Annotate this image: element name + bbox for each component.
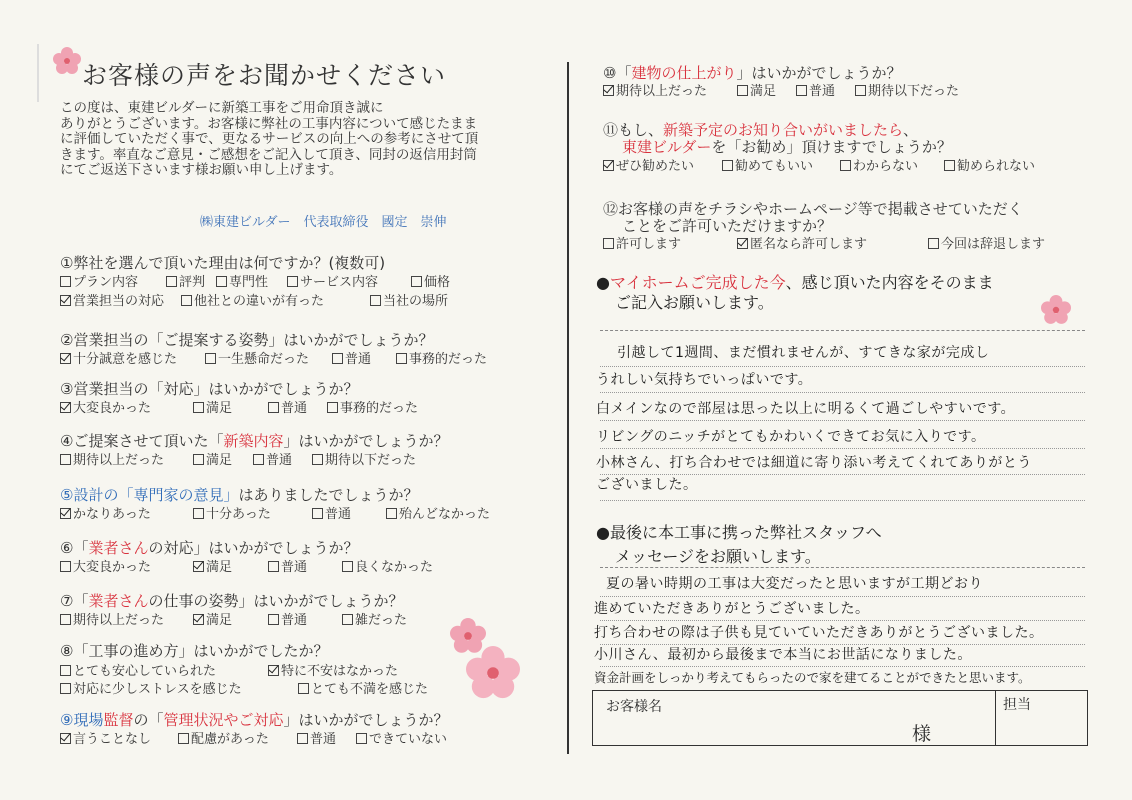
flower-icon [53, 47, 81, 75]
option-checkbox[interactable] [386, 503, 490, 522]
option-label: わからない [853, 159, 919, 174]
option-checkbox[interactable] [193, 503, 271, 522]
option-label: 期待以上だった [73, 613, 165, 628]
option-checkbox[interactable] [193, 556, 232, 575]
flower-icon [1041, 295, 1071, 325]
option-label: 配慮があった [191, 732, 269, 747]
option-checkbox[interactable] [840, 155, 918, 174]
question-text: ⑧「工事の進め方」はいかがでしたか？ [60, 642, 329, 660]
option-label: 専門性 [229, 275, 269, 290]
question-text: ⑥「 [60, 539, 89, 557]
handwritten-line: 小林さん、打ち合わせでは細道に寄り添い考えてくれてありがとう [596, 455, 1032, 471]
customer-name-suffix: 様 [912, 723, 932, 745]
option-label: 今回は辞退します [941, 237, 1046, 252]
handwritten-line: 資金計画をしっかり考えてもらったので家を建てることができたと思います。 [594, 670, 1031, 685]
question-2 [60, 329, 433, 350]
option-label: 満足 [206, 613, 233, 628]
option-checkbox[interactable] [737, 80, 776, 99]
question-text: 」はいかがでしょうか？ [736, 64, 902, 82]
option-checkbox[interactable] [342, 556, 433, 575]
handwritten-line: 夏の暑い時期の工事は大変だったと思いますが工期どおり [606, 576, 983, 592]
option-checkbox[interactable] [268, 556, 307, 575]
writing-line [600, 420, 1085, 421]
option-checkbox[interactable] [603, 155, 694, 174]
writing-line [600, 666, 1085, 667]
question-12: ⑫お客様の声をチラシやホームページ等で掲載させていただく [603, 200, 1023, 218]
option-checkbox[interactable] [268, 609, 307, 628]
question-6 [60, 537, 358, 558]
staff-label: 担当 [1003, 697, 1031, 713]
section-highlight: マイホームご完成した今 [609, 273, 786, 292]
question-4 [60, 430, 448, 451]
writing-line [600, 596, 1085, 597]
option-label: 普通 [345, 352, 372, 367]
option-label: できていない [369, 732, 448, 747]
option-label: 良くなかった [355, 560, 434, 575]
handwritten-line: リビングのニッチがとてもかわいくできてお気に入りです。 [596, 429, 986, 445]
option-label: 特に不安はなかった [281, 664, 399, 679]
question-text: ④ご提案させて頂いた「 [60, 432, 224, 450]
option-label: 事務的だった [340, 401, 419, 416]
option-label: 十分誠意を感じた [73, 352, 178, 367]
question-1: ①弊社を選んで頂いた理由は何ですか？(複数可) [60, 254, 386, 272]
option-checkbox[interactable] [297, 728, 336, 747]
option-checkbox[interactable] [396, 348, 487, 367]
question-highlight: 東建ビルダー [622, 138, 712, 156]
option-label: とても不満を感じた [311, 682, 429, 697]
option-checkbox[interactable] [60, 556, 151, 575]
option-checkbox[interactable] [60, 678, 242, 697]
question-highlight: 監督 [103, 711, 134, 729]
intro-line: この度は、東建ビルダーに新築工事をご用命頂き誠に [60, 100, 384, 116]
question-text: ⑩「 [603, 64, 632, 82]
handwritten-line: ございました。 [596, 477, 698, 493]
option-label: かなりあった [73, 507, 151, 522]
option-label: 言うことなし [73, 732, 152, 747]
question-text: の対応」はいかがでしょうか？ [148, 539, 359, 557]
writing-line [600, 448, 1085, 449]
option-checkbox[interactable] [60, 397, 151, 416]
intro-text [60, 101, 478, 179]
section-bullet: ● [596, 273, 610, 292]
option-label: 許可します [616, 237, 682, 252]
question-text: 、 [903, 121, 919, 139]
option-label: 評判 [179, 275, 206, 290]
option-label: 大変良かった [73, 560, 152, 575]
question-highlight: ⑤設計の「専門家の意見」 [60, 486, 239, 504]
question-text: ②営業担当の「ご提案する姿勢」はいかがでしょうか？ [60, 331, 434, 349]
option-label: プラン内容 [73, 275, 139, 290]
flower-icon [466, 646, 520, 700]
question-text: ③営業担当の「対応」はいかがでしょうか？ [60, 380, 359, 398]
signature: ㈱東建ビルダー 代表取締役 國定 崇伸 [200, 215, 447, 230]
option-checkbox[interactable] [327, 397, 418, 416]
title-accent-bar [37, 44, 39, 102]
question-highlight: 管理状況やご対応 [163, 711, 284, 729]
option-label: 満足 [206, 560, 233, 575]
option-checkbox[interactable] [411, 271, 450, 290]
option-checkbox[interactable] [356, 728, 447, 747]
option-checkbox[interactable] [60, 271, 138, 290]
handwritten-line: うれしい気持ちでいっぱいです。 [596, 372, 813, 388]
question-highlight: 新築内容 [223, 432, 284, 450]
option-checkbox[interactable] [342, 609, 407, 628]
question-5 [60, 484, 418, 505]
option-checkbox[interactable] [60, 660, 216, 679]
option-label: 勧めてもいい [735, 159, 814, 174]
option-checkbox[interactable] [370, 290, 448, 309]
section-2-heading: ●最後に本工事に携った弊社スタッフへ [596, 523, 882, 542]
question-7 [60, 590, 403, 611]
option-label: サービス内容 [300, 275, 379, 290]
option-checkbox[interactable] [944, 155, 1035, 174]
option-checkbox[interactable] [796, 80, 835, 99]
option-label: 対応に少しストレスを感じた [73, 682, 242, 697]
question-text: を「お勧め」頂けますでしょうか？ [711, 138, 952, 156]
option-label: 一生懸命だった [218, 352, 310, 367]
option-checkbox[interactable] [603, 233, 681, 252]
section-divider [600, 330, 1085, 331]
section-1-heading-line2: ご記入お願いします。 [615, 293, 774, 312]
question-text: ⑦「 [60, 592, 89, 610]
question-9 [60, 709, 449, 730]
option-label: 雑だった [355, 613, 408, 628]
option-label: 事務的だった [409, 352, 488, 367]
name-box-divider [995, 690, 996, 745]
writing-line [600, 500, 1085, 501]
option-label: 満足 [206, 401, 233, 416]
option-label: 期待以下だった [868, 84, 960, 99]
writing-line [600, 392, 1085, 393]
option-label: 大変良かった [73, 401, 152, 416]
option-label: 満足 [206, 453, 233, 468]
question-text: 」はいかがでしょうか？ [283, 432, 449, 450]
handwritten-line: 白メインなので部屋は思った以上に明るくて過ごしやすいです。 [596, 401, 1016, 417]
option-label: 普通 [281, 560, 308, 575]
option-checkbox[interactable] [178, 728, 269, 747]
handwritten-line: 進めていただきありがとうございました。 [594, 601, 870, 617]
option-checkbox[interactable] [60, 348, 177, 367]
option-label: 営業担当の対応 [73, 294, 165, 309]
option-checkbox[interactable] [603, 80, 707, 99]
question-highlight: 新築予定のお知り合いがいましたら [663, 121, 904, 139]
question-text: ⑪もし、 [603, 121, 664, 139]
question-highlight: 建物の仕上がり [631, 64, 737, 82]
question-highlight: 業者さん [88, 539, 149, 557]
section-text: 、感じ頂いた内容をそのまま [785, 273, 994, 292]
option-checkbox[interactable] [287, 271, 378, 290]
option-label: 期待以上だった [616, 84, 708, 99]
option-checkbox[interactable] [193, 609, 232, 628]
option-checkbox[interactable] [332, 348, 371, 367]
option-label: 他社との違いが有った [194, 294, 325, 309]
option-checkbox[interactable] [298, 678, 428, 697]
question-highlight: 業者さん [88, 592, 149, 610]
question-3 [60, 378, 358, 399]
column-divider [567, 62, 569, 754]
option-checkbox[interactable] [60, 728, 151, 747]
section-divider [600, 567, 1085, 568]
intro-line: にてご返送下さいます様お願い申し上げます。 [60, 162, 343, 178]
intro-line: ありがとうございます。お客様に弊社の工事内容について感じたまま [60, 115, 478, 132]
option-label: 普通 [809, 84, 836, 99]
option-checkbox[interactable] [60, 290, 164, 309]
option-checkbox[interactable] [181, 290, 324, 309]
handwritten-line: 小川さん、最初から最後まで本当にお世話になりました。 [594, 647, 972, 663]
customer-name-label: お客様名 [606, 699, 662, 715]
question-text: はありましたでしょうか？ [238, 486, 419, 504]
option-label: 普通 [281, 401, 308, 416]
question-8 [60, 640, 328, 661]
option-label: 期待以下だった [325, 453, 417, 468]
option-checkbox[interactable] [855, 80, 959, 99]
option-checkbox[interactable] [166, 271, 205, 290]
option-label: 匿名なら許可します [750, 237, 868, 252]
option-checkbox[interactable] [268, 660, 398, 679]
option-label: 殆んどなかった [399, 507, 491, 522]
question-highlight: ⑨現場 [60, 711, 104, 729]
option-checkbox[interactable] [216, 271, 268, 290]
option-label: とても安心していられた [73, 664, 217, 679]
option-checkbox[interactable] [60, 503, 151, 522]
option-checkbox[interactable] [193, 397, 232, 416]
option-label: ぜひ勧めたい [616, 159, 695, 174]
section-2-heading-line2: メッセージをお願いします。 [615, 547, 821, 566]
option-checkbox[interactable] [737, 233, 867, 252]
handwritten-line: 打ち合わせの際は子供も見ていていただきありがとうございました。 [594, 625, 1044, 641]
handwritten-line: 引越して1週間、まだ慣れませんが、すてきな家が完成し [617, 345, 990, 361]
writing-line [600, 620, 1085, 621]
question-text: の「 [133, 711, 164, 729]
option-checkbox[interactable] [60, 609, 164, 628]
option-checkbox[interactable] [928, 233, 1045, 252]
option-label: 勧められない [957, 159, 1036, 174]
option-label: 普通 [325, 507, 352, 522]
option-label: 満足 [750, 84, 777, 99]
option-label: 価格 [424, 275, 451, 290]
option-checkbox[interactable] [312, 449, 416, 468]
question-text: の仕事の姿勢」はいかがでしょうか？ [148, 592, 404, 610]
option-checkbox[interactable] [193, 449, 232, 468]
option-label: 期待以上だった [73, 453, 165, 468]
option-label: 十分あった [206, 507, 271, 522]
question-text: 」はいかがでしょうか？ [283, 711, 449, 729]
option-label: 普通 [310, 732, 337, 747]
intro-line: に評価していただく事で、更なるサービスの向上への参考にさせて頂 [60, 131, 479, 147]
option-label: 普通 [266, 453, 293, 468]
option-checkbox[interactable] [253, 449, 292, 468]
option-label: 普通 [281, 613, 308, 628]
option-checkbox[interactable] [60, 449, 164, 468]
intro-line: きます。率直なご意見・ご感想をご記入して頂き、同封の返信用封筒 [60, 146, 477, 163]
option-label: 当社の場所 [383, 294, 449, 309]
option-checkbox[interactable] [722, 155, 813, 174]
page-title: お客様の声をお聞かせください [82, 61, 447, 90]
option-checkbox[interactable] [205, 348, 309, 367]
question-12-line2: ことをご許可いただけますか？ [622, 217, 833, 235]
option-checkbox[interactable] [268, 397, 307, 416]
question-11-line2 [622, 136, 952, 157]
writing-line [600, 366, 1085, 367]
option-checkbox[interactable] [312, 503, 351, 522]
